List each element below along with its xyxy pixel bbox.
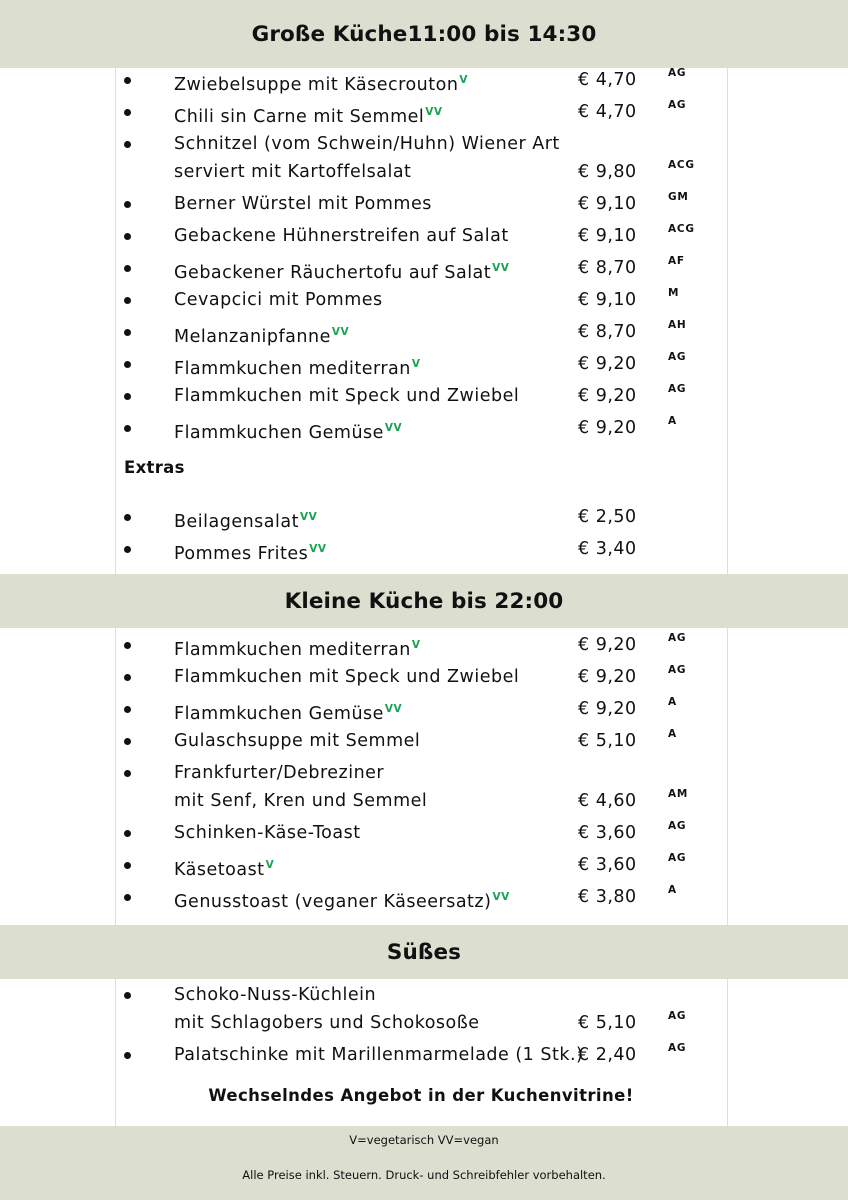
bullet-icon [124, 265, 131, 272]
item-name [174, 190, 574, 218]
allergen-codes: ACG [668, 159, 695, 171]
diet-badge: V [265, 859, 275, 871]
item-price: € 9,20 [578, 667, 637, 687]
section-title: Süßes [386, 939, 462, 965]
bullet-icon [124, 894, 131, 901]
item-price: € 8,70 [578, 258, 637, 278]
footer [0, 1126, 848, 1200]
allergen-codes: M [668, 287, 680, 299]
section-title: Große Küche11:00 bis 14:30 [251, 21, 597, 47]
item-name-text: Melanzanipfanne [174, 327, 331, 347]
item-name-text: Flammkuchen mediterran [174, 359, 411, 379]
item-price: € 9,20 [578, 386, 637, 406]
allergen-codes: AG [668, 664, 687, 676]
item-name-text: Zwiebelsuppe mit Käsecrouton [174, 75, 459, 95]
diet-badge: VV [331, 326, 350, 338]
item-name [174, 981, 574, 1009]
item-price: € 9,20 [578, 635, 637, 655]
bullet-icon [124, 642, 131, 649]
item-name [174, 503, 574, 536]
item-name-text: serviert mit Kartoffelsalat [174, 162, 412, 182]
item-name-text: Flammkuchen Gemüse [174, 704, 384, 724]
allergen-codes: AG [668, 820, 687, 832]
section-title: Kleine Küche bis 22:00 [284, 588, 564, 614]
bullet-icon [124, 546, 131, 553]
item-name-text: Chili sin Carne mit Semmel [174, 107, 425, 127]
allergen-codes: AG [668, 99, 687, 111]
item-name [174, 631, 574, 664]
bullet-icon [124, 109, 131, 116]
bullet-icon [124, 425, 131, 432]
item-price: € 4,70 [578, 102, 637, 122]
item-name-text: mit Schlagobers und Schokosoße [174, 1013, 480, 1033]
item-name [174, 414, 574, 447]
item-name [174, 318, 574, 351]
allergen-codes: AG [668, 383, 687, 395]
item-name [174, 130, 574, 158]
allergen-codes: A [668, 415, 677, 427]
bullet-icon [124, 329, 131, 336]
item-price: € 2,50 [578, 507, 637, 527]
item-name [174, 759, 574, 787]
item-name-line2 [174, 787, 574, 815]
item-name-line2 [174, 158, 574, 186]
item-name [174, 663, 574, 691]
bullet-icon [124, 297, 131, 304]
item-price: € 9,20 [578, 354, 637, 374]
item-name-text: Schnitzel (vom Schwein/Huhn) Wiener Art [174, 134, 560, 154]
item-name [174, 382, 574, 410]
item-name-text: Frankfurter/Debreziner [174, 763, 385, 783]
item-name [174, 727, 574, 755]
item-name [174, 286, 574, 314]
allergen-codes: ACG [668, 223, 695, 235]
item-name-text: mit Senf, Kren und Semmel [174, 791, 428, 811]
bullet-icon [124, 77, 131, 84]
allergen-codes: AH [668, 319, 687, 331]
item-price: € 8,70 [578, 322, 637, 342]
item-name [174, 851, 574, 884]
allergen-codes: AF [668, 255, 685, 267]
item-price: € 2,40 [578, 1045, 637, 1065]
bullet-icon [124, 141, 131, 148]
diet-badge: VV [384, 703, 403, 715]
item-price: € 9,20 [578, 418, 637, 438]
item-price: € 5,10 [578, 1013, 637, 1033]
item-price: € 5,10 [578, 731, 637, 751]
bullet-icon [124, 770, 131, 777]
diet-badge: VV [384, 422, 403, 434]
diet-badge: V [411, 358, 421, 370]
item-name-text: Flammkuchen mit Speck und Zwiebel [174, 386, 520, 406]
bullet-icon [124, 738, 131, 745]
item-price: € 3,40 [578, 539, 637, 559]
section-header-kleine-kueche [0, 574, 848, 628]
item-name [174, 883, 574, 916]
item-name-text: Genusstoast (veganer Käseersatz) [174, 892, 492, 912]
bullet-icon [124, 862, 131, 869]
allergen-codes: A [668, 696, 677, 708]
bullet-icon [124, 830, 131, 837]
bullet-icon [124, 992, 131, 999]
item-name [174, 819, 574, 847]
item-price: € 9,10 [578, 226, 637, 246]
item-name-text: Schinken-Käse-Toast [174, 823, 361, 843]
item-name [174, 350, 574, 383]
item-name [174, 1041, 584, 1069]
item-name-text: Käsetoast [174, 860, 265, 880]
bullet-icon [124, 393, 131, 400]
bullet-icon [124, 1052, 131, 1059]
allergen-codes: GM [668, 191, 689, 203]
allergen-codes: A [668, 884, 677, 896]
item-name-text: Schoko-Nuss-Küchlein [174, 985, 377, 1005]
extras-heading: Extras [124, 458, 185, 477]
item-name [174, 66, 574, 99]
promo-text: Wechselndes Angebot in der Kuchenvitrine! [208, 1086, 634, 1105]
item-name-text: Gebackener Räuchertofu auf Salat [174, 263, 492, 283]
section-header-suesses [0, 925, 848, 979]
item-name-line2 [174, 1009, 574, 1037]
item-price: € 9,80 [578, 162, 637, 182]
diet-badge: VV [492, 891, 510, 903]
allergen-codes: A [668, 728, 677, 740]
item-price: € 3,80 [578, 887, 637, 907]
item-name-text: Cevapcici mit Pommes [174, 290, 383, 310]
item-name [174, 695, 574, 728]
item-price: € 4,60 [578, 791, 637, 811]
bullet-icon [124, 674, 131, 681]
diet-badge: VV [309, 543, 327, 555]
diet-badge: V [459, 74, 469, 86]
item-name-text: Flammkuchen mit Speck und Zwiebel [174, 667, 520, 687]
item-name [174, 222, 574, 250]
allergen-codes: AM [668, 788, 689, 800]
bullet-icon [124, 361, 131, 368]
section-header-grosse-kueche [0, 0, 848, 68]
item-name-text: Beilagensalat [174, 512, 299, 532]
diet-badge: V [411, 639, 421, 651]
allergen-codes: AG [668, 852, 687, 864]
item-price: € 9,20 [578, 699, 637, 719]
item-name [174, 254, 574, 287]
item-name-text: Pommes Frites [174, 544, 309, 564]
diet-badge: VV [299, 511, 318, 523]
item-price: € 9,10 [578, 194, 637, 214]
allergen-codes: AG [668, 351, 687, 363]
item-name-text: Berner Würstel mit Pommes [174, 194, 432, 214]
diet-badge: VV [492, 262, 510, 274]
bullet-icon [124, 706, 131, 713]
item-name-text: Flammkuchen mediterran [174, 640, 411, 660]
item-price: € 3,60 [578, 823, 637, 843]
allergen-codes: AG [668, 1042, 687, 1054]
bullet-icon [124, 514, 131, 521]
item-name [174, 535, 574, 568]
item-name [174, 98, 574, 131]
item-price: € 3,60 [578, 855, 637, 875]
item-price: € 9,10 [578, 290, 637, 310]
diet-badge: VV [425, 106, 443, 118]
bullet-icon [124, 233, 131, 240]
item-price: € 4,70 [578, 70, 637, 90]
legend-text: V=vegetarisch VV=vegan [349, 1133, 499, 1147]
allergen-codes: AG [668, 1010, 687, 1022]
allergen-codes: AG [668, 632, 687, 644]
bullet-icon [124, 201, 131, 208]
item-name-text: Flammkuchen Gemüse [174, 423, 384, 443]
item-name-text: Palatschinke mit Marillenmarmelade (1 Stk.) [174, 1045, 584, 1065]
allergen-codes: AG [668, 67, 687, 79]
item-name-text: Gulaschsuppe mit Semmel [174, 731, 421, 751]
disclaimer-text: Alle Preise inkl. Steuern. Druck- und Schreibfehler vorbehalten. [242, 1168, 606, 1182]
item-name-text: Gebackene Hühnerstreifen auf Salat [174, 226, 509, 246]
